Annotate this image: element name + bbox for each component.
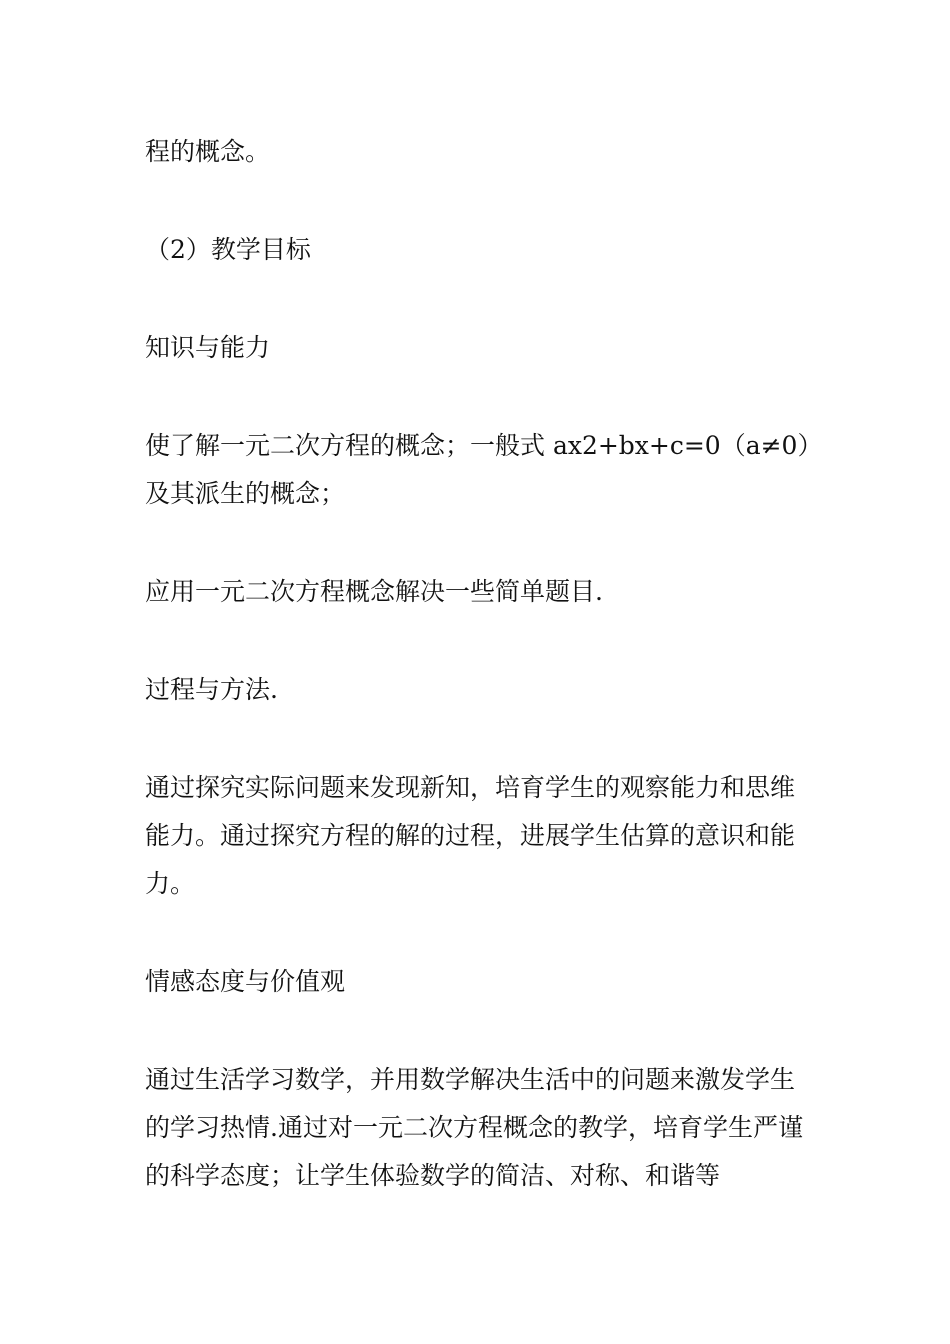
paragraph-quadratic-concept: 使了解一元二次方程的概念；一般式 ax2+bx+c=0（a≠0）及其派生的概念；: [145, 431, 810, 508]
heading-process-method: 过程与方法.: [145, 675, 278, 704]
heading-knowledge-ability: 知识与能力: [145, 333, 271, 362]
paragraph-exploration: 通过探究实际问题来发现新知，培育学生的观察能力和思维能力。通过探究方程的解的过程，进展学生估算的意识和能力。: [145, 773, 796, 898]
paragraph-concept-end: 程的概念。: [145, 137, 271, 166]
paragraph-motivation: 通过生活学习数学，并用数学解决生活中的问题来激发学生的学习热情.通过对一元二次方程概念的教学，培育学生严谨的科学态度；让学生体验数学的简洁、对称、和谐等: [145, 1065, 803, 1190]
document-body: [145, 128, 815, 1250]
paragraph-application: 应用一元二次方程概念解决一些简单题目.: [145, 577, 603, 606]
heading-teaching-goals: （2）教学目标: [145, 235, 311, 264]
heading-attitude-values: 情感态度与价值观: [145, 967, 346, 996]
